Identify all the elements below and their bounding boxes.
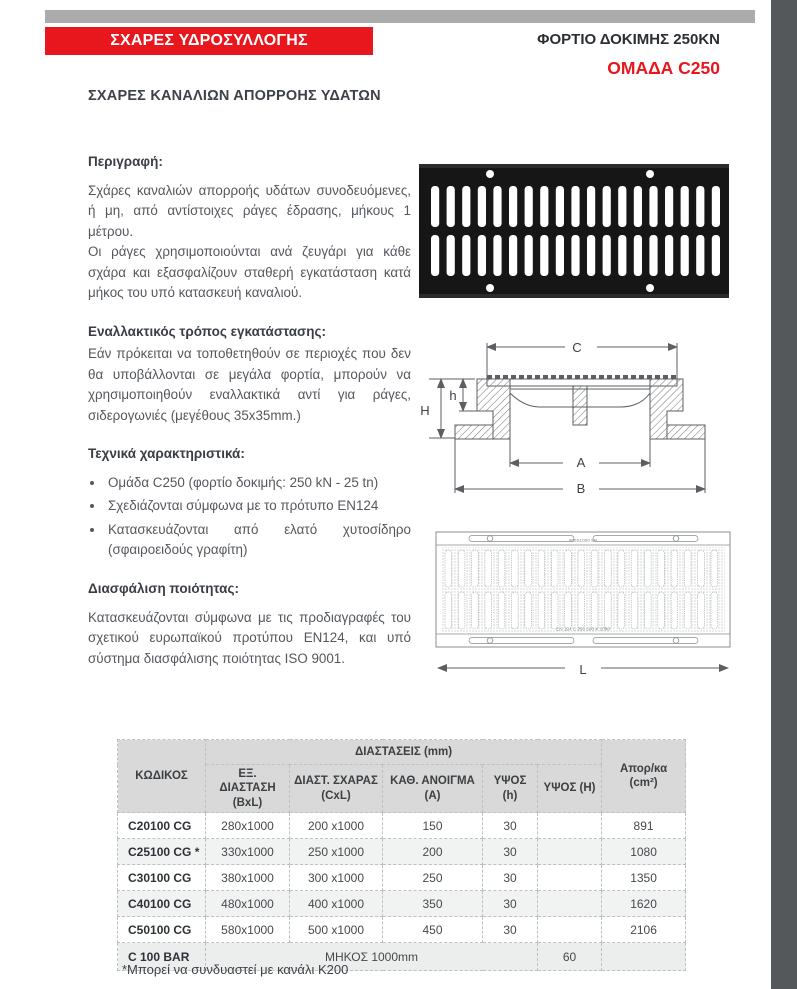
value-cell: 280x1000 (206, 813, 290, 839)
test-load-label: ΦΟΡΤΙΟ ΔΟΚΙΜΗΣ 250KN (537, 31, 720, 48)
col-header-clear-opening: ΚΑΘ. ΑΝΟΙΓΜΑ (A) (383, 765, 483, 813)
alternative-heading: Εναλλακτικός τρόπος εγκατάστασης: (88, 323, 327, 339)
plan-annotation-top: 500X1000 SB (568, 538, 598, 543)
col-header-dimensions-group: ΔΙΑΣΤΑΣΕΙΣ (mm) (206, 740, 602, 765)
technical-bullet: • Ομάδα C250 (φορτίο δοκιμής: 250 kN - 25 tn) (105, 473, 411, 494)
value-cell: ΜΗΚΟΣ 1000mm (206, 943, 538, 971)
alternative-paragraph: Εάν πρόκειται να τοποθετηθούν σε περιοχές που δεν θα υποβάλλονται σε μεγάλα φορτία, μπορούν να χρησιμοποιηθούν εναλλακτικά αντί για ράγες, σιδερογωνιές (μεγέθους 35x35mm.) (88, 346, 411, 423)
table-row (118, 917, 686, 943)
value-cell: 400 x1000 (290, 891, 383, 917)
banner-title: ΣΧΑΡΕΣ ΥΔΡΟΣΥΛΛΟΓΗΣ (110, 32, 308, 49)
value-cell: 450 (383, 917, 483, 943)
top-divider-bar (45, 10, 755, 23)
value-cell: 891 (602, 813, 686, 839)
technical-heading: Τεχνικά χαρακτηριστικά: (88, 446, 245, 462)
value-cell: 300 x1000 (290, 865, 383, 891)
quality-heading: Διασφάλιση ποιότητας: (88, 580, 239, 596)
code-cell: C30100 CG (118, 865, 206, 891)
value-cell (602, 943, 686, 971)
value-cell: 250 x1000 (290, 839, 383, 865)
spec-table (117, 739, 686, 971)
dim-label-L: L (579, 662, 587, 677)
description-heading: Περιγραφή: (88, 154, 163, 169)
table-row (118, 891, 686, 917)
col-header-absorption: Απορ/κα (cm²) (602, 740, 686, 813)
value-cell (538, 891, 602, 917)
table-row (118, 839, 686, 865)
load-class-label: ΟΜΑΔΑ C250 (607, 58, 720, 78)
dim-label-C: C (572, 340, 582, 355)
value-cell (538, 839, 602, 865)
value-cell: 200 (383, 839, 483, 865)
description-paragraph-2: Οι ράγες χρησιμοποιούνται ανά ζευγάρι για κάθε σχάρα και εξασφαλίζουν σταθερή εγκατάσταση κατά μήκος του υπό κατασκευή καναλιού. (88, 244, 411, 301)
value-cell: 350 (383, 891, 483, 917)
value-cell: 30 (483, 917, 538, 943)
value-cell: 580x1000 (206, 917, 290, 943)
value-cell: 150 (383, 813, 483, 839)
col-header-height-h: ΥΨΟΣ (h) (483, 765, 538, 813)
value-cell: 480x1000 (206, 891, 290, 917)
quality-paragraph: Κατασκευάζονται σύμφωνα με τις προδιαγραφές του σχετικού ευρωπαϊκού προτύπου EN124, και υπό σύστημα διασφάλισης ποιότητας ISO 9001. (88, 609, 411, 666)
value-cell (538, 813, 602, 839)
value-cell: 200 x1000 (290, 813, 383, 839)
table-row (118, 813, 686, 839)
table-footnote: *Μπορεί να συνδυαστεί με κανάλι Κ200 (122, 962, 349, 977)
value-cell: 30 (483, 891, 538, 917)
value-cell: 380x1000 (206, 865, 290, 891)
dim-label-h: h (449, 388, 457, 403)
value-cell (538, 865, 602, 891)
value-cell: 30 (483, 865, 538, 891)
value-cell: 500 x1000 (290, 917, 383, 943)
value-cell: 1620 (602, 891, 686, 917)
value-cell: 250 (383, 865, 483, 891)
plan-annotation-bottom: EN 124 C 250 500 X 1000 (556, 626, 610, 632)
technical-bullet-list (88, 473, 411, 561)
value-cell: 1350 (602, 865, 686, 891)
description-paragraph-1: Σχάρες καναλιών απορροής υδάτων συνοδευόμενες, ή μη, από αντίστοιχες ράγες έδρασης, μήκους 1 μέτρου. (88, 182, 411, 239)
text-column (88, 152, 411, 669)
dim-label-H: H (420, 403, 430, 418)
page-title: ΣΧΑΡΕΣ ΚΑΝΑΛΙΩΝ ΑΠΟΡΡΟΗΣ ΥΔΑΤΩΝ (88, 88, 381, 104)
top-view-drawing (433, 528, 733, 690)
dim-label-B: B (576, 481, 586, 496)
title-banner (45, 27, 373, 55)
code-cell: C40100 CG (118, 891, 206, 917)
figures-column (415, 158, 749, 690)
value-cell: 30 (483, 839, 538, 865)
grate-photo (418, 158, 730, 305)
col-header-ext-dim: ΕΞ. ΔΙΑΣΤΑΣΗ (BxL) (206, 765, 290, 813)
value-cell: 60 (538, 943, 602, 971)
viewer-edge (771, 0, 797, 989)
cross-section-drawing (415, 333, 745, 508)
col-header-grate-dim: ΔΙΑΣΤ. ΣΧΑΡΑΣ (CxL) (290, 765, 383, 813)
technical-bullet: • Σχεδιάζονται σύμφωνα με το πρότυπο EN124 (105, 496, 411, 517)
value-cell: 2106 (602, 917, 686, 943)
code-cell: C 100 BAR (118, 943, 206, 971)
value-cell: 330x1000 (206, 839, 290, 865)
spec-table-body (118, 813, 686, 971)
code-cell: C50100 CG (118, 917, 206, 943)
value-cell: 30 (483, 813, 538, 839)
value-cell: 1080 (602, 839, 686, 865)
table-row (118, 865, 686, 891)
col-header-height-H: ΥΨΟΣ (H) (538, 765, 602, 813)
technical-bullet: • Κατασκευάζονται από ελατό χυτοσίδηρο (σφαιροειδούς γραφίτη) (105, 520, 411, 561)
code-cell: C20100 CG (118, 813, 206, 839)
dim-label-A: A (576, 455, 586, 470)
value-cell (538, 917, 602, 943)
col-header-code: ΚΩΔΙΚΟΣ (118, 740, 206, 813)
code-cell: C25100 CG * (118, 839, 206, 865)
